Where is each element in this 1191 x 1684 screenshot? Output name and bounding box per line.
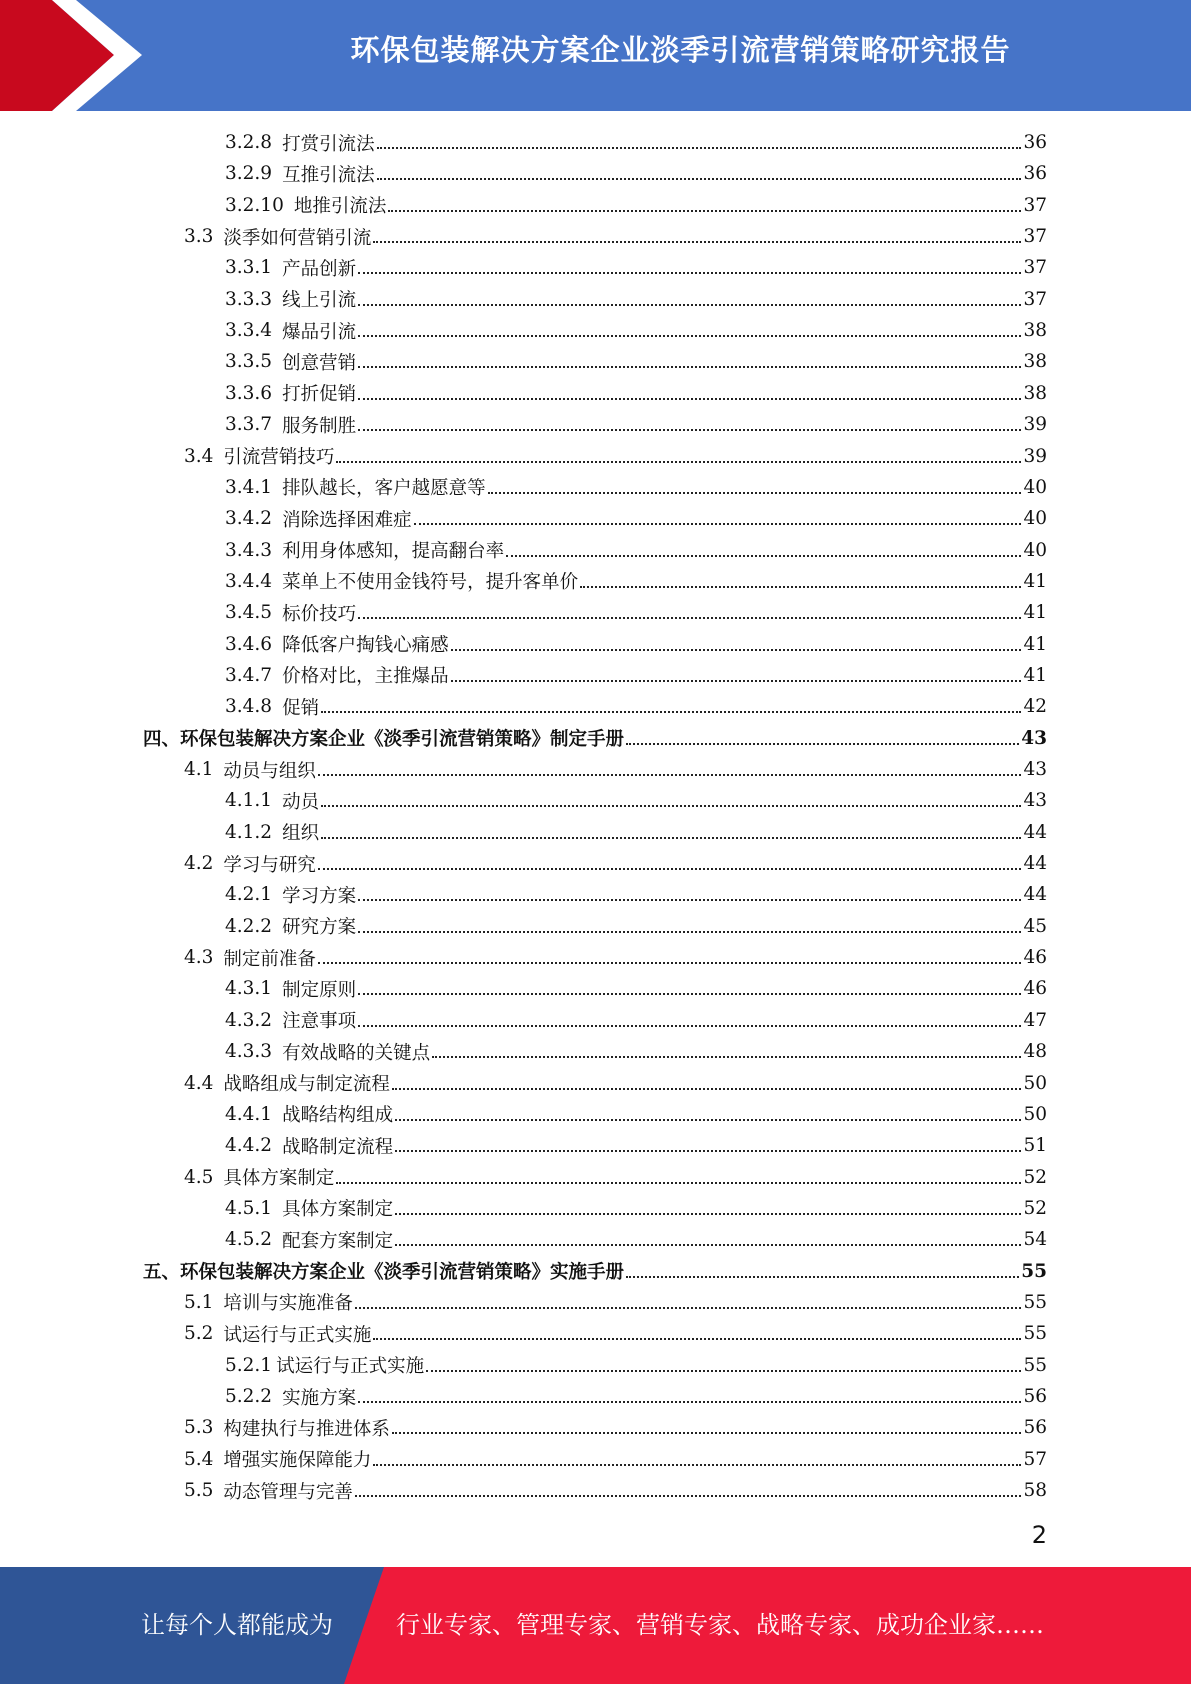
toc-entry[interactable] xyxy=(184,1444,1047,1475)
toc-entry-number: 四、 xyxy=(143,729,181,751)
toc-leader-dots xyxy=(358,991,1021,995)
toc-entry-number: 4.2 xyxy=(184,853,214,875)
toc-leader-dots xyxy=(358,427,1021,431)
toc-entry[interactable] xyxy=(225,566,1047,597)
toc-entry-title: 制定前准备 xyxy=(223,948,316,970)
toc-leader-dots xyxy=(358,929,1021,933)
toc-entry-page: 37 xyxy=(1023,226,1047,248)
toc-entry-title: 注意事项 xyxy=(282,1011,357,1033)
toc-entry-title: 利用身体感知，提高翻台率 xyxy=(282,541,505,563)
toc-entry-title: 有效战略的关键点 xyxy=(282,1042,431,1064)
footer-slogan-left: 让每个人都能成为 xyxy=(141,1611,333,1639)
toc-leader-dots xyxy=(388,208,1021,212)
toc-leader-dots xyxy=(358,396,1021,400)
toc-leader-dots xyxy=(358,364,1021,368)
toc-entry-page: 40 xyxy=(1023,539,1047,561)
toc-entry-title: 打折促销 xyxy=(282,384,357,406)
toc-entry-number: 3.4.4 xyxy=(225,570,273,592)
toc-entry[interactable] xyxy=(225,1224,1047,1255)
toc-leader-dots xyxy=(626,741,1019,745)
toc-entry-title: 研究方案 xyxy=(282,917,357,939)
toc-entry-title: 制定原则 xyxy=(282,979,357,1001)
header-arrow-decoration xyxy=(0,0,160,111)
toc-leader-dots xyxy=(358,270,1021,274)
toc-leader-dots xyxy=(395,1211,1021,1215)
toc-leader-dots xyxy=(336,459,1021,463)
toc-entry-page: 37 xyxy=(1023,288,1047,310)
toc-entry-number: 4.1.2 xyxy=(225,821,273,843)
toc-leader-dots xyxy=(355,1305,1022,1309)
toc-entry[interactable] xyxy=(225,629,1047,660)
toc-entry-number: 4.5.2 xyxy=(225,1229,273,1251)
toc-entry-page: 36 xyxy=(1023,132,1047,153)
toc-entry-page: 44 xyxy=(1023,821,1047,843)
footer-slogan-right: 行业专家、管理专家、营销专家、战略专家、成功企业家…… xyxy=(396,1611,1044,1639)
toc-entry[interactable] xyxy=(184,441,1047,472)
toc-entry-page: 41 xyxy=(1023,633,1047,655)
toc-entry-page: 50 xyxy=(1023,1103,1047,1125)
toc-entry-number: 3.3.1 xyxy=(225,257,273,279)
toc-entry[interactable] xyxy=(225,691,1047,722)
toc-entry-number: 3.3.4 xyxy=(225,320,273,342)
toc-entry-page: 55 xyxy=(1023,1291,1047,1313)
toc-entry-number: 3.3.3 xyxy=(225,288,273,310)
toc-entry-number: 五、 xyxy=(143,1262,181,1284)
toc-entry[interactable] xyxy=(184,942,1047,973)
toc-entry[interactable] xyxy=(225,1350,1047,1381)
toc-leader-dots xyxy=(321,803,1021,807)
toc-entry[interactable] xyxy=(184,1287,1047,1318)
toc-entry-number: 4.4 xyxy=(184,1072,214,1094)
toc-entry-page: 50 xyxy=(1023,1072,1047,1094)
toc-entry[interactable] xyxy=(225,911,1047,942)
toc-entry-number: 3.2.9 xyxy=(225,163,273,185)
toc-entry-page: 39 xyxy=(1023,414,1047,436)
toc-leader-dots xyxy=(377,145,1022,149)
toc-entry[interactable] xyxy=(225,1381,1047,1412)
toc-leader-dots xyxy=(355,1493,1022,1497)
toc-entry[interactable] xyxy=(184,1318,1047,1349)
toc-entry-title: 战略结构组成 xyxy=(282,1105,394,1127)
toc-entry-title: 菜单上不使用金钱符号，提升客单价 xyxy=(282,572,579,594)
toc-leader-dots xyxy=(426,1368,1021,1372)
toc-entry-title: 配套方案制定 xyxy=(282,1230,394,1252)
toc-leader-dots xyxy=(392,1430,1022,1434)
toc-entry-title: 服务制胜 xyxy=(282,415,357,437)
toc-leader-dots xyxy=(395,1242,1021,1246)
toc-entry-title: 线上引流 xyxy=(282,290,357,312)
toc-entry-number: 4.5 xyxy=(184,1166,214,1188)
toc-leader-dots xyxy=(358,615,1021,619)
toc-entry-title: 排队越长，客户越愿意等 xyxy=(282,478,486,500)
toc-entry-page: 41 xyxy=(1023,570,1047,592)
toc-entry[interactable] xyxy=(225,879,1047,910)
toc-entry-title: 试运行与正式实施 xyxy=(276,1356,425,1378)
toc-entry-page: 52 xyxy=(1023,1166,1047,1188)
toc-entry-page: 47 xyxy=(1023,1009,1047,1031)
toc-entry-number: 5.1 xyxy=(184,1291,214,1313)
toc-leader-dots xyxy=(358,897,1021,901)
toc-entry-number: 5.2.2 xyxy=(225,1386,273,1407)
toc-entry[interactable] xyxy=(225,158,1047,189)
toc-entry-number: 3.4 xyxy=(184,445,214,467)
toc-leader-dots xyxy=(626,1274,1019,1278)
toc-entry-title: 战略组成与制定流程 xyxy=(223,1074,390,1095)
toc-entry-page: 56 xyxy=(1023,1417,1047,1439)
toc-entry[interactable] xyxy=(225,1193,1047,1224)
toc-entry[interactable] xyxy=(225,346,1047,377)
toc-entry-page: 43 xyxy=(1023,790,1047,812)
toc-entry[interactable] xyxy=(225,660,1047,691)
toc-entry-number: 3.3 xyxy=(184,226,214,248)
toc-entry[interactable] xyxy=(225,785,1047,816)
toc-entry[interactable] xyxy=(225,409,1047,440)
toc-entry-title: 互推引流法 xyxy=(282,164,375,186)
toc-entry-page: 44 xyxy=(1023,853,1047,875)
toc-entry-page: 38 xyxy=(1023,351,1047,373)
toc-entry[interactable] xyxy=(225,315,1047,346)
toc-leader-dots xyxy=(373,1336,1021,1340)
toc-entry-page: 45 xyxy=(1023,915,1047,937)
toc-leader-dots xyxy=(318,772,1022,776)
toc-entry-page: 48 xyxy=(1023,1041,1047,1063)
toc-entry-number: 4.3.1 xyxy=(225,978,273,1000)
toc-entry-title: 促销 xyxy=(282,697,320,719)
toc-entry-title: 动态管理与完善 xyxy=(223,1481,353,1503)
toc-entry-number: 3.3.5 xyxy=(225,351,273,373)
toc-entry[interactable] xyxy=(225,503,1047,534)
toc-entry-page: 40 xyxy=(1023,476,1047,498)
toc-entry-page: 42 xyxy=(1023,696,1047,718)
toc-entry-number: 5.2 xyxy=(184,1323,214,1345)
toc-entry-page: 46 xyxy=(1023,947,1047,969)
toc-leader-dots xyxy=(395,1148,1021,1152)
toc-leader-dots xyxy=(358,302,1021,306)
toc-entry[interactable] xyxy=(143,1256,1047,1287)
toc-entry-title: 降低客户掏钱心痛感 xyxy=(282,635,449,657)
toc-leader-dots xyxy=(580,584,1021,588)
toc-entry[interactable] xyxy=(225,472,1047,503)
toc-leader-dots xyxy=(451,647,1022,651)
toc-entry[interactable] xyxy=(225,190,1047,221)
toc-leader-dots xyxy=(392,1086,1022,1090)
toc-entry-page: 55 xyxy=(1023,1323,1047,1345)
toc-leader-dots xyxy=(373,1462,1021,1466)
toc-entry-page: 55 xyxy=(1021,1260,1047,1282)
toc-entry-page: 54 xyxy=(1023,1229,1047,1251)
toc-leader-dots xyxy=(414,521,1022,525)
toc-entry-page: 46 xyxy=(1023,978,1047,1000)
toc-entry-number: 3.4.3 xyxy=(225,539,273,561)
toc-entry-page: 55 xyxy=(1023,1354,1047,1376)
toc-entry-number: 3.4.1 xyxy=(225,476,273,498)
toc-entry-title: 环保包装解决方案企业《淡季引流营销策略》实施手册 xyxy=(180,1262,625,1284)
toc-entry-title: 学习与研究 xyxy=(223,854,316,876)
toc-entry-title: 打赏引流法 xyxy=(282,133,375,155)
toc-leader-dots xyxy=(358,1399,1021,1403)
toc-leader-dots xyxy=(321,709,1021,713)
toc-entry-number: 3.3.7 xyxy=(225,414,273,436)
toc-entry-number: 4.3 xyxy=(184,947,214,969)
toc-leader-dots xyxy=(358,1023,1021,1027)
toc-entry[interactable] xyxy=(184,754,1047,785)
toc-leader-dots xyxy=(358,333,1021,337)
toc-entry-number: 3.4.7 xyxy=(225,664,273,686)
toc-entry-page: 57 xyxy=(1023,1448,1047,1470)
toc-entry-number: 4.4.1 xyxy=(225,1103,273,1125)
toc-entry-title: 具体方案制定 xyxy=(223,1168,335,1190)
toc-entry-title: 战略制定流程 xyxy=(282,1136,394,1158)
page-header xyxy=(0,0,1191,111)
toc-entry-number: 3.4.8 xyxy=(225,696,273,718)
toc-entry-title: 地推引流法 xyxy=(293,196,387,218)
toc-entry-number: 3.4.6 xyxy=(225,633,273,655)
toc-entry-number: 3.4.2 xyxy=(225,508,273,530)
toc-leader-dots xyxy=(321,835,1021,839)
toc-entry-title: 环保包装解决方案企业《淡季引流营销策略》制定手册 xyxy=(180,729,625,751)
toc-entry[interactable] xyxy=(225,252,1047,283)
toc-entry-page: 44 xyxy=(1023,884,1047,906)
toc-entry[interactable] xyxy=(225,1005,1047,1036)
toc-entry-number: 4.4.2 xyxy=(225,1135,273,1157)
toc-entry-page: 40 xyxy=(1023,508,1047,530)
toc-leader-dots xyxy=(488,490,1022,494)
toc-entry[interactable] xyxy=(225,284,1047,315)
toc-entry-title: 培训与实施准备 xyxy=(223,1293,353,1315)
toc-entry[interactable] xyxy=(225,1099,1047,1130)
toc-entry-page: 37 xyxy=(1023,194,1047,216)
toc-leader-dots xyxy=(395,1117,1021,1121)
toc-entry-title: 产品创新 xyxy=(282,258,357,280)
toc-entry-page: 41 xyxy=(1023,602,1047,624)
page-number: 2 xyxy=(1031,1521,1047,1549)
toc-entry-number: 3.2.10 xyxy=(225,194,284,216)
toc-entry-page: 43 xyxy=(1023,759,1047,780)
toc-entry-title: 增强实施保障能力 xyxy=(223,1450,372,1472)
toc-entry-number: 4.2.2 xyxy=(225,915,273,937)
toc-entry-page: 39 xyxy=(1023,445,1047,467)
report-title: 环保包装解决方案企业淡季引流营销策略研究报告 xyxy=(350,33,1011,67)
toc-leader-dots xyxy=(451,678,1022,682)
toc-entry-title: 组织 xyxy=(282,823,320,845)
toc-entry-title: 价格对比，主推爆品 xyxy=(282,666,449,688)
toc-entry-page: 38 xyxy=(1023,320,1047,342)
toc-entry-number: 5.3 xyxy=(184,1417,214,1439)
toc-entry-number: 4.5.1 xyxy=(225,1197,273,1219)
toc-entry[interactable] xyxy=(225,1130,1047,1161)
toc-entry-number: 5.4 xyxy=(184,1448,214,1470)
toc-entry-title: 试运行与正式实施 xyxy=(223,1324,372,1346)
toc-entry-page: 37 xyxy=(1023,257,1047,279)
toc-entry[interactable] xyxy=(225,817,1047,848)
toc-entry[interactable] xyxy=(225,1036,1047,1067)
toc-entry[interactable] xyxy=(184,848,1047,879)
toc-entry-number: 5.5 xyxy=(184,1480,214,1502)
toc-entry-title: 学习方案 xyxy=(282,885,357,907)
toc-entry-page: 58 xyxy=(1023,1480,1047,1502)
toc-entry-title: 具体方案制定 xyxy=(282,1199,394,1221)
toc-entry-number: 3.3.6 xyxy=(225,382,273,404)
toc-entry[interactable] xyxy=(184,1068,1047,1099)
toc-entry-page: 36 xyxy=(1023,163,1047,185)
toc-entry[interactable] xyxy=(143,723,1047,754)
toc-entry-number: 3.4.5 xyxy=(225,602,273,624)
toc-leader-dots xyxy=(432,1054,1021,1058)
toc-entry-page: 43 xyxy=(1021,727,1047,749)
toc-entry-title: 引流营销技巧 xyxy=(223,447,335,468)
toc-entry-title: 动员与组织 xyxy=(223,760,316,782)
toc-entry-title: 标价技巧 xyxy=(282,603,357,625)
toc-leader-dots xyxy=(318,960,1022,964)
toc-leader-dots xyxy=(373,239,1021,243)
toc-entry-title: 爆品引流 xyxy=(282,321,357,343)
toc-entry-page: 51 xyxy=(1023,1135,1047,1157)
toc-entry-title: 创意营销 xyxy=(282,352,357,374)
toc-entry-title: 构建执行与推进体系 xyxy=(223,1418,390,1440)
toc-entry-number: 5.2.1 xyxy=(225,1354,273,1376)
toc-entry-number: 4.2.1 xyxy=(225,884,273,906)
toc-entry-page: 56 xyxy=(1023,1386,1047,1407)
toc-leader-dots xyxy=(318,866,1022,870)
toc-entry[interactable] xyxy=(184,1162,1047,1193)
toc-leader-dots xyxy=(336,1180,1021,1184)
toc-leader-dots xyxy=(377,176,1022,180)
page-footer xyxy=(0,1567,1191,1684)
toc-entry[interactable] xyxy=(184,1475,1047,1506)
toc-entry[interactable] xyxy=(225,127,1047,158)
toc-entry-title: 实施方案 xyxy=(282,1387,357,1409)
toc-entry-number: 4.3.3 xyxy=(225,1041,273,1063)
toc-entry[interactable] xyxy=(225,973,1047,1004)
toc-entry-page: 38 xyxy=(1023,382,1047,404)
toc-entry-number: 4.1.1 xyxy=(225,790,273,812)
toc-entry[interactable] xyxy=(225,535,1047,566)
toc-entry[interactable] xyxy=(225,597,1047,628)
toc-leader-dots xyxy=(506,553,1021,557)
toc-entry[interactable] xyxy=(184,221,1047,252)
toc-entry-number: 4.1 xyxy=(184,759,214,780)
toc-entry-number: 3.2.8 xyxy=(225,132,273,153)
toc-entry-title: 动员 xyxy=(282,791,320,813)
toc-entry-number: 4.3.2 xyxy=(225,1009,273,1031)
toc-entry-page: 52 xyxy=(1023,1197,1047,1219)
toc-entry-title: 消除选择困难症 xyxy=(282,509,412,531)
toc-entry-page: 41 xyxy=(1023,664,1047,686)
toc-entry[interactable] xyxy=(184,1412,1047,1443)
toc-entry-title: 淡季如何营销引流 xyxy=(223,227,372,249)
toc-entry[interactable] xyxy=(225,378,1047,409)
